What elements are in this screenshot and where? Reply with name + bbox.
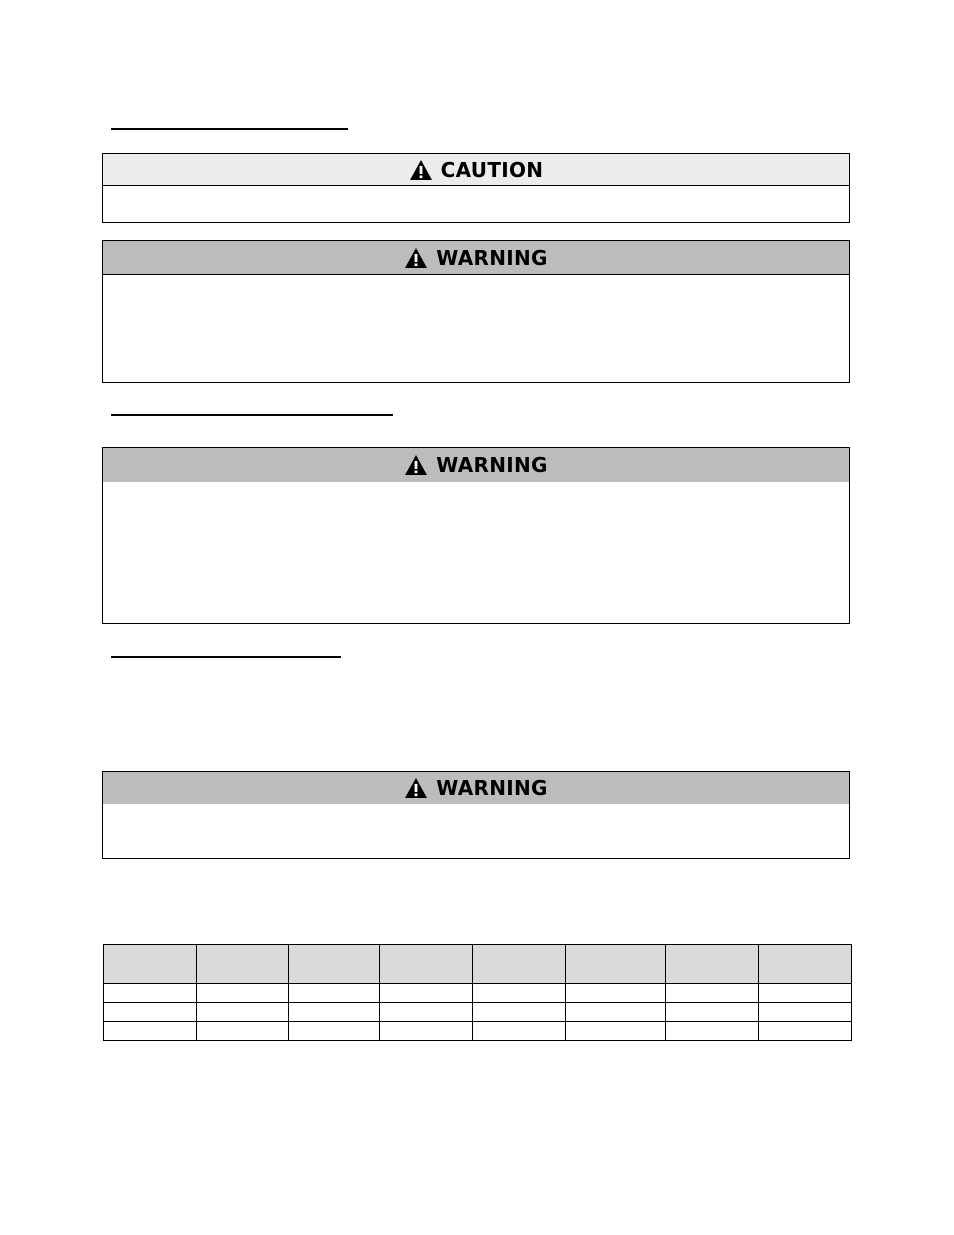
- table-cell: [380, 984, 473, 1003]
- warning-triangle-icon: [404, 777, 428, 799]
- spec-table: [103, 944, 852, 1041]
- section-heading-underline-1: [111, 128, 348, 130]
- table-cell: [380, 1003, 473, 1022]
- table-cell: [289, 1022, 380, 1041]
- table-cell: [759, 1003, 852, 1022]
- table-cell: [473, 1022, 566, 1041]
- warning-title-1: WARNING: [436, 245, 548, 270]
- caution-title: CAUTION: [440, 157, 544, 182]
- table-row: [104, 1022, 852, 1041]
- table-cell: [566, 1022, 666, 1041]
- table-header-cell: [380, 945, 473, 984]
- warning-title-3: WARNING: [436, 776, 548, 800]
- table-row: [104, 1003, 852, 1022]
- warning-notice-3: [102, 771, 850, 859]
- table-cell: [666, 1003, 759, 1022]
- caution-notice: [102, 153, 850, 223]
- table-cell: [289, 1003, 380, 1022]
- table-cell: [104, 1022, 197, 1041]
- table-cell: [473, 984, 566, 1003]
- table-header-row: [104, 945, 852, 984]
- table-header-cell: [666, 945, 759, 984]
- table-header-cell: [289, 945, 380, 984]
- section-heading-underline-3: [111, 656, 341, 658]
- warning-triangle-icon: [409, 159, 433, 181]
- spec-table-wrapper: [103, 944, 851, 1041]
- warning-header-1: [103, 241, 849, 275]
- warning-triangle-icon: [404, 454, 428, 476]
- warning-triangle-icon: [404, 247, 428, 269]
- table-cell: [566, 1003, 666, 1022]
- table-cell: [666, 1022, 759, 1041]
- table-cell: [473, 1003, 566, 1022]
- warning-notice-1: [102, 240, 850, 383]
- table-cell: [197, 1003, 289, 1022]
- section-heading-underline-2: [111, 414, 393, 416]
- table-cell: [289, 984, 380, 1003]
- table-header-cell: [473, 945, 566, 984]
- table-cell: [759, 1022, 852, 1041]
- table-cell: [104, 984, 197, 1003]
- table-cell: [666, 984, 759, 1003]
- warning-notice-2: [102, 447, 850, 624]
- table-cell: [759, 984, 852, 1003]
- warning-header-2: [103, 448, 849, 482]
- warning-header-3: [103, 772, 849, 804]
- table-header-cell: [197, 945, 289, 984]
- warning-title-2: WARNING: [436, 453, 548, 477]
- caution-header: [103, 154, 849, 186]
- table-row: [104, 984, 852, 1003]
- table-header-cell: [759, 945, 852, 984]
- table-header-cell: [566, 945, 666, 984]
- table-cell: [380, 1022, 473, 1041]
- table-cell: [197, 984, 289, 1003]
- table-cell: [197, 1022, 289, 1041]
- table-header-cell: [104, 945, 197, 984]
- table-cell: [566, 984, 666, 1003]
- table-cell: [104, 1003, 197, 1022]
